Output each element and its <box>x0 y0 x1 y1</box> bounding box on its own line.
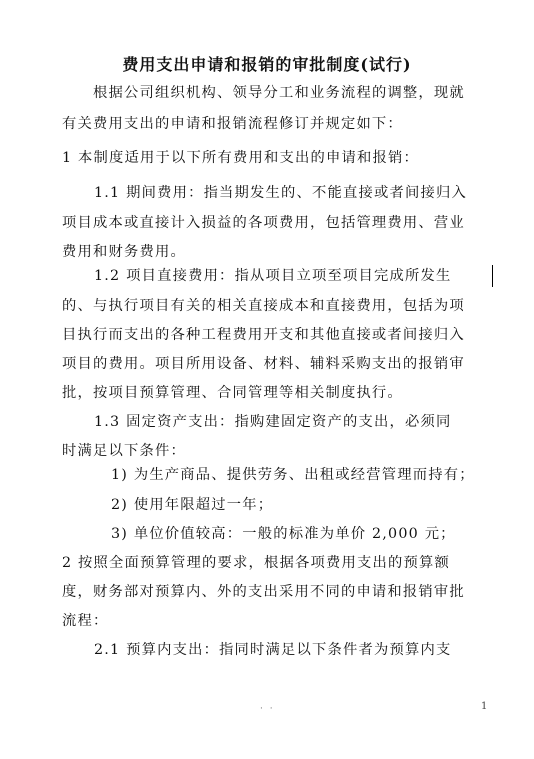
paragraph-line: 1.3 固定资产支出：指购建固定资产的支出，必须同 <box>94 414 452 430</box>
paragraph-line: 项目成本或直接计入损益的各项费用，包括管理费用、营业 <box>62 215 465 231</box>
paragraph-line: 目执行而支出的各种工程费用开支和其他直接或者间接归入 <box>62 327 465 343</box>
paragraph-line: 费用和财务费用。 <box>62 244 186 260</box>
list-item: 1) 为生产商品、提供劳务、出租或经营管理而持有； <box>111 467 475 483</box>
text-cursor <box>492 265 493 287</box>
paragraph-line: 2.1 预算内支出：指同时满足以下条件者为预算内支 <box>94 642 452 658</box>
paragraph-line: 根据公司组织机构、领导分工和业务流程的调整，现就 <box>93 85 465 101</box>
paragraph-line: 流程： <box>62 613 109 629</box>
paragraph-line: 时满足以下条件： <box>62 443 186 459</box>
paragraph-line: 批，按项目预算管理、合同管理等相关制度执行。 <box>62 385 403 401</box>
paragraph-line: 1.2 项目直接费用：指从项目立项至项目完成所发生 <box>94 268 452 284</box>
paragraph-line: 度，财务部对预算内、外的支出采用不同的申请和报销审批 <box>62 584 465 600</box>
section-heading-2: 2 按照全面预算管理的要求，根据各项费用支出的预算额 <box>62 555 450 571</box>
list-item: 2) 使用年限超过一年； <box>111 497 274 513</box>
list-item: 3) 单位价值较高：一般的标准为单价 2,000 元； <box>111 526 456 542</box>
section-heading-1: 1 本制度适用于以下所有费用和支出的申请和报销： <box>62 150 419 166</box>
paragraph-line: 项目的费用。项目所用设备、材料、辅料采购支出的报销审 <box>62 356 465 372</box>
paragraph-line: 有关费用支出的申请和报销流程修订并规定如下： <box>62 116 403 132</box>
paragraph-line: 的、与执行项目有关的相关直接成本和直接费用，包括为项 <box>62 298 465 314</box>
paragraph-line: 1.1 期间费用：指当期发生的、不能直接或者间接归入 <box>94 185 468 201</box>
document-title: 费用支出申请和报销的审批制度(试行) <box>122 55 412 74</box>
footer-dots: · · <box>260 704 275 714</box>
page-number: 1 <box>481 701 488 712</box>
